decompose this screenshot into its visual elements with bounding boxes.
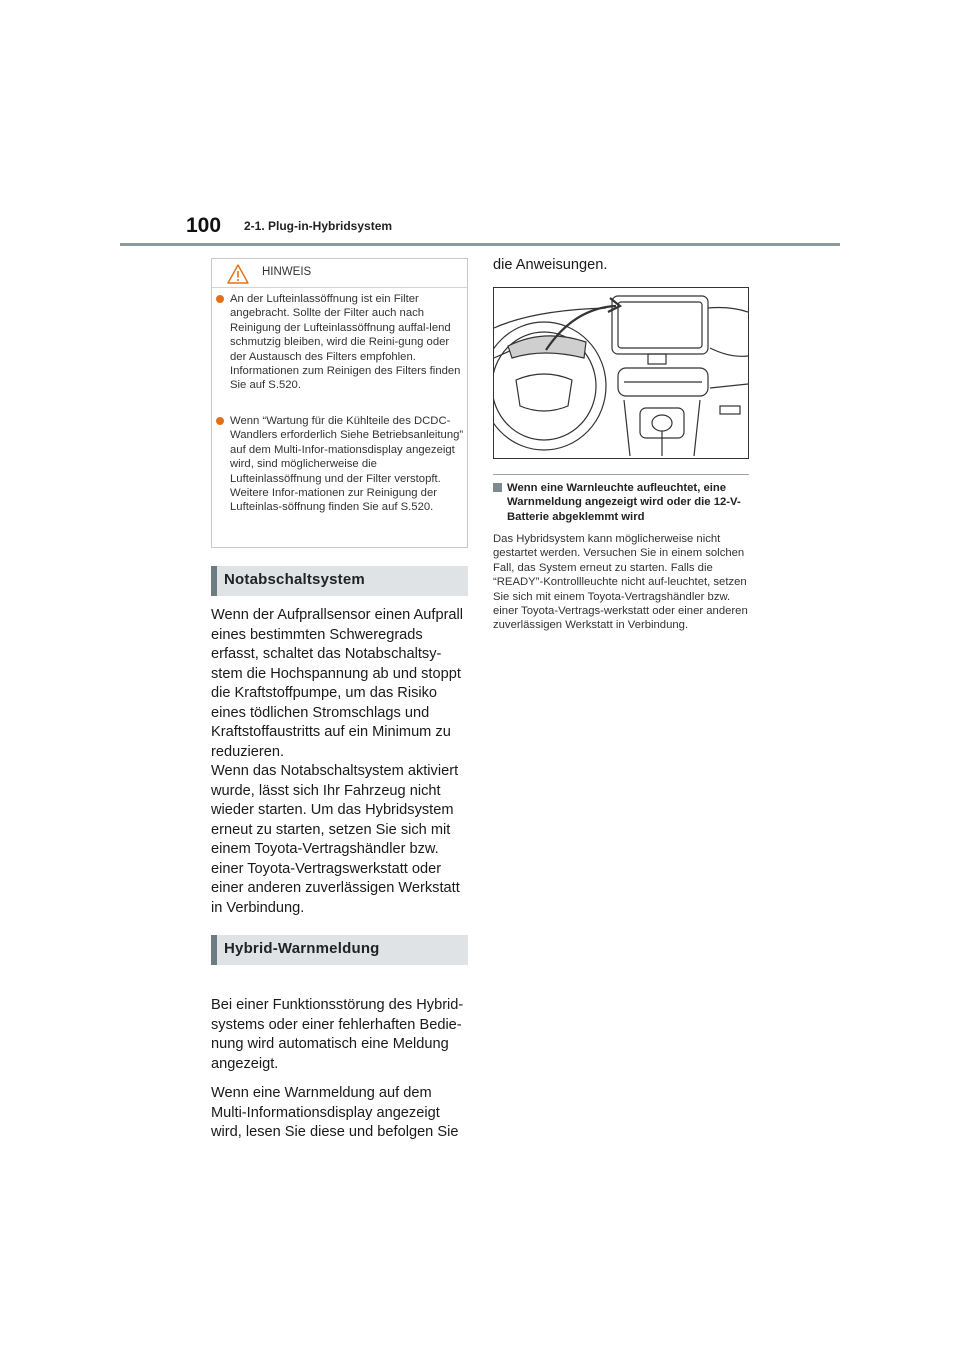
notice-bullet-text: Wenn “Wartung für die Kühlteile des DCDC-Wandlers erforderlich Siehe Betriebsanleitung” auf dem Multi-Infor-mationsdisplay angezeigt wird, sind möglicherweise die Lufteinlassöffnung und der Filter verstopft. Weitere Infor-mationen zur Reinigung der Lufteinlas-söffnung finden Sie auf S.520.	[230, 415, 464, 514]
section-heading-label: Hybrid-Warnmeldung	[224, 940, 380, 957]
square-bullet-icon	[493, 483, 502, 492]
heading-accent	[211, 566, 217, 596]
heading-accent	[211, 935, 217, 965]
notice-bullet	[216, 414, 464, 515]
subsection-body: Das Hybridsystem kann möglicherweise nicht gestartet werden. Versuchen Sie in einem solchen Fall, das System erneut zu starten. Falls die “READY”-Kontrollleuchte nicht auf-leuchtet, setzen Sie sich mit einem Toyota-Vertragshändler bzw. einer Toyota-Vertrags-werkstatt oder einer anderen zuverlässigen Werkstatt in Verbindung.	[493, 533, 748, 632]
subsection-heading-text: Wenn eine Warnleuchte aufleuchtet, eine Warnmeldung angezeigt wird oder die 12-V-Batterie abgeklemmt wird	[507, 482, 741, 523]
dashboard-drawing-icon	[494, 288, 748, 458]
subsection-heading	[493, 481, 749, 524]
notice-divider	[212, 287, 467, 288]
warnmeldung-paragraph-2: Wenn eine Warnmeldung auf dem Multi-Informationsdisplay angezeigt wird, lesen Sie diese und befolgen Sie	[211, 1085, 459, 1140]
notice-bullet-text: An der Lufteinlassöffnung ist ein Filter angebracht. Sollte der Filter auch nach Reinigung der Lufteinlassöffnung auffal-lend schmutzig bleiben, wird die Reini-gung oder der Austausch des Filters empfohlen. Informationen zum Reinigen des Filters finden Sie auf S.520.	[230, 293, 461, 392]
notice-bullet	[216, 292, 464, 393]
notice-box	[211, 258, 468, 548]
illustration-divider	[493, 474, 749, 475]
header-rule	[120, 243, 840, 246]
warnmeldung-paragraph-1: Bei einer Funktionsstörung des Hybrid-systems oder einer fehlerhaften Bedie-nung wird automatisch eine Meldung angezeigt.	[211, 997, 464, 1072]
section-heading-hybrid-warnmeldung	[211, 935, 468, 965]
bullet-dot-icon	[216, 295, 224, 303]
notabschalt-paragraph-1: Wenn der Aufprallsensor einen Aufprall eines bestimmten Schweregrads erfasst, schaltet das Notabschaltsy-stem die Hochspannung ab und stoppt die Kraftstoffpumpe, um das Risiko eines tödlichen Stromschlags und Kraftstoffaustritts auf ein Minimum zu reduzieren.	[211, 607, 464, 760]
bullet-dot-icon	[216, 417, 224, 425]
warnmeldung-continuation: die Anweisungen.	[493, 257, 608, 273]
notice-head	[212, 259, 467, 287]
section-header: 2-1. Plug-in-Hybridsystem	[244, 219, 393, 233]
page-number: 100	[186, 214, 222, 237]
section-heading-notabschaltsystem	[211, 566, 468, 596]
section-heading-label: Notabschaltsystem	[224, 571, 365, 588]
warning-triangle-icon	[226, 263, 250, 285]
notice-title: HINWEIS	[262, 266, 312, 278]
dashboard-illustration	[493, 287, 749, 459]
notabschalt-paragraph-2: Wenn das Notabschaltsystem aktiviert wurde, lässt sich Ihr Fahrzeug nicht wieder starten. Um das Hybridsystem erneut zu starten, setzen Sie sich mit einem Toyota-Vertragshändler bzw. einer Toyota-Vertragswerkstatt oder einer anderen zuverlässigen Werkstatt in Verbindung.	[211, 763, 460, 916]
